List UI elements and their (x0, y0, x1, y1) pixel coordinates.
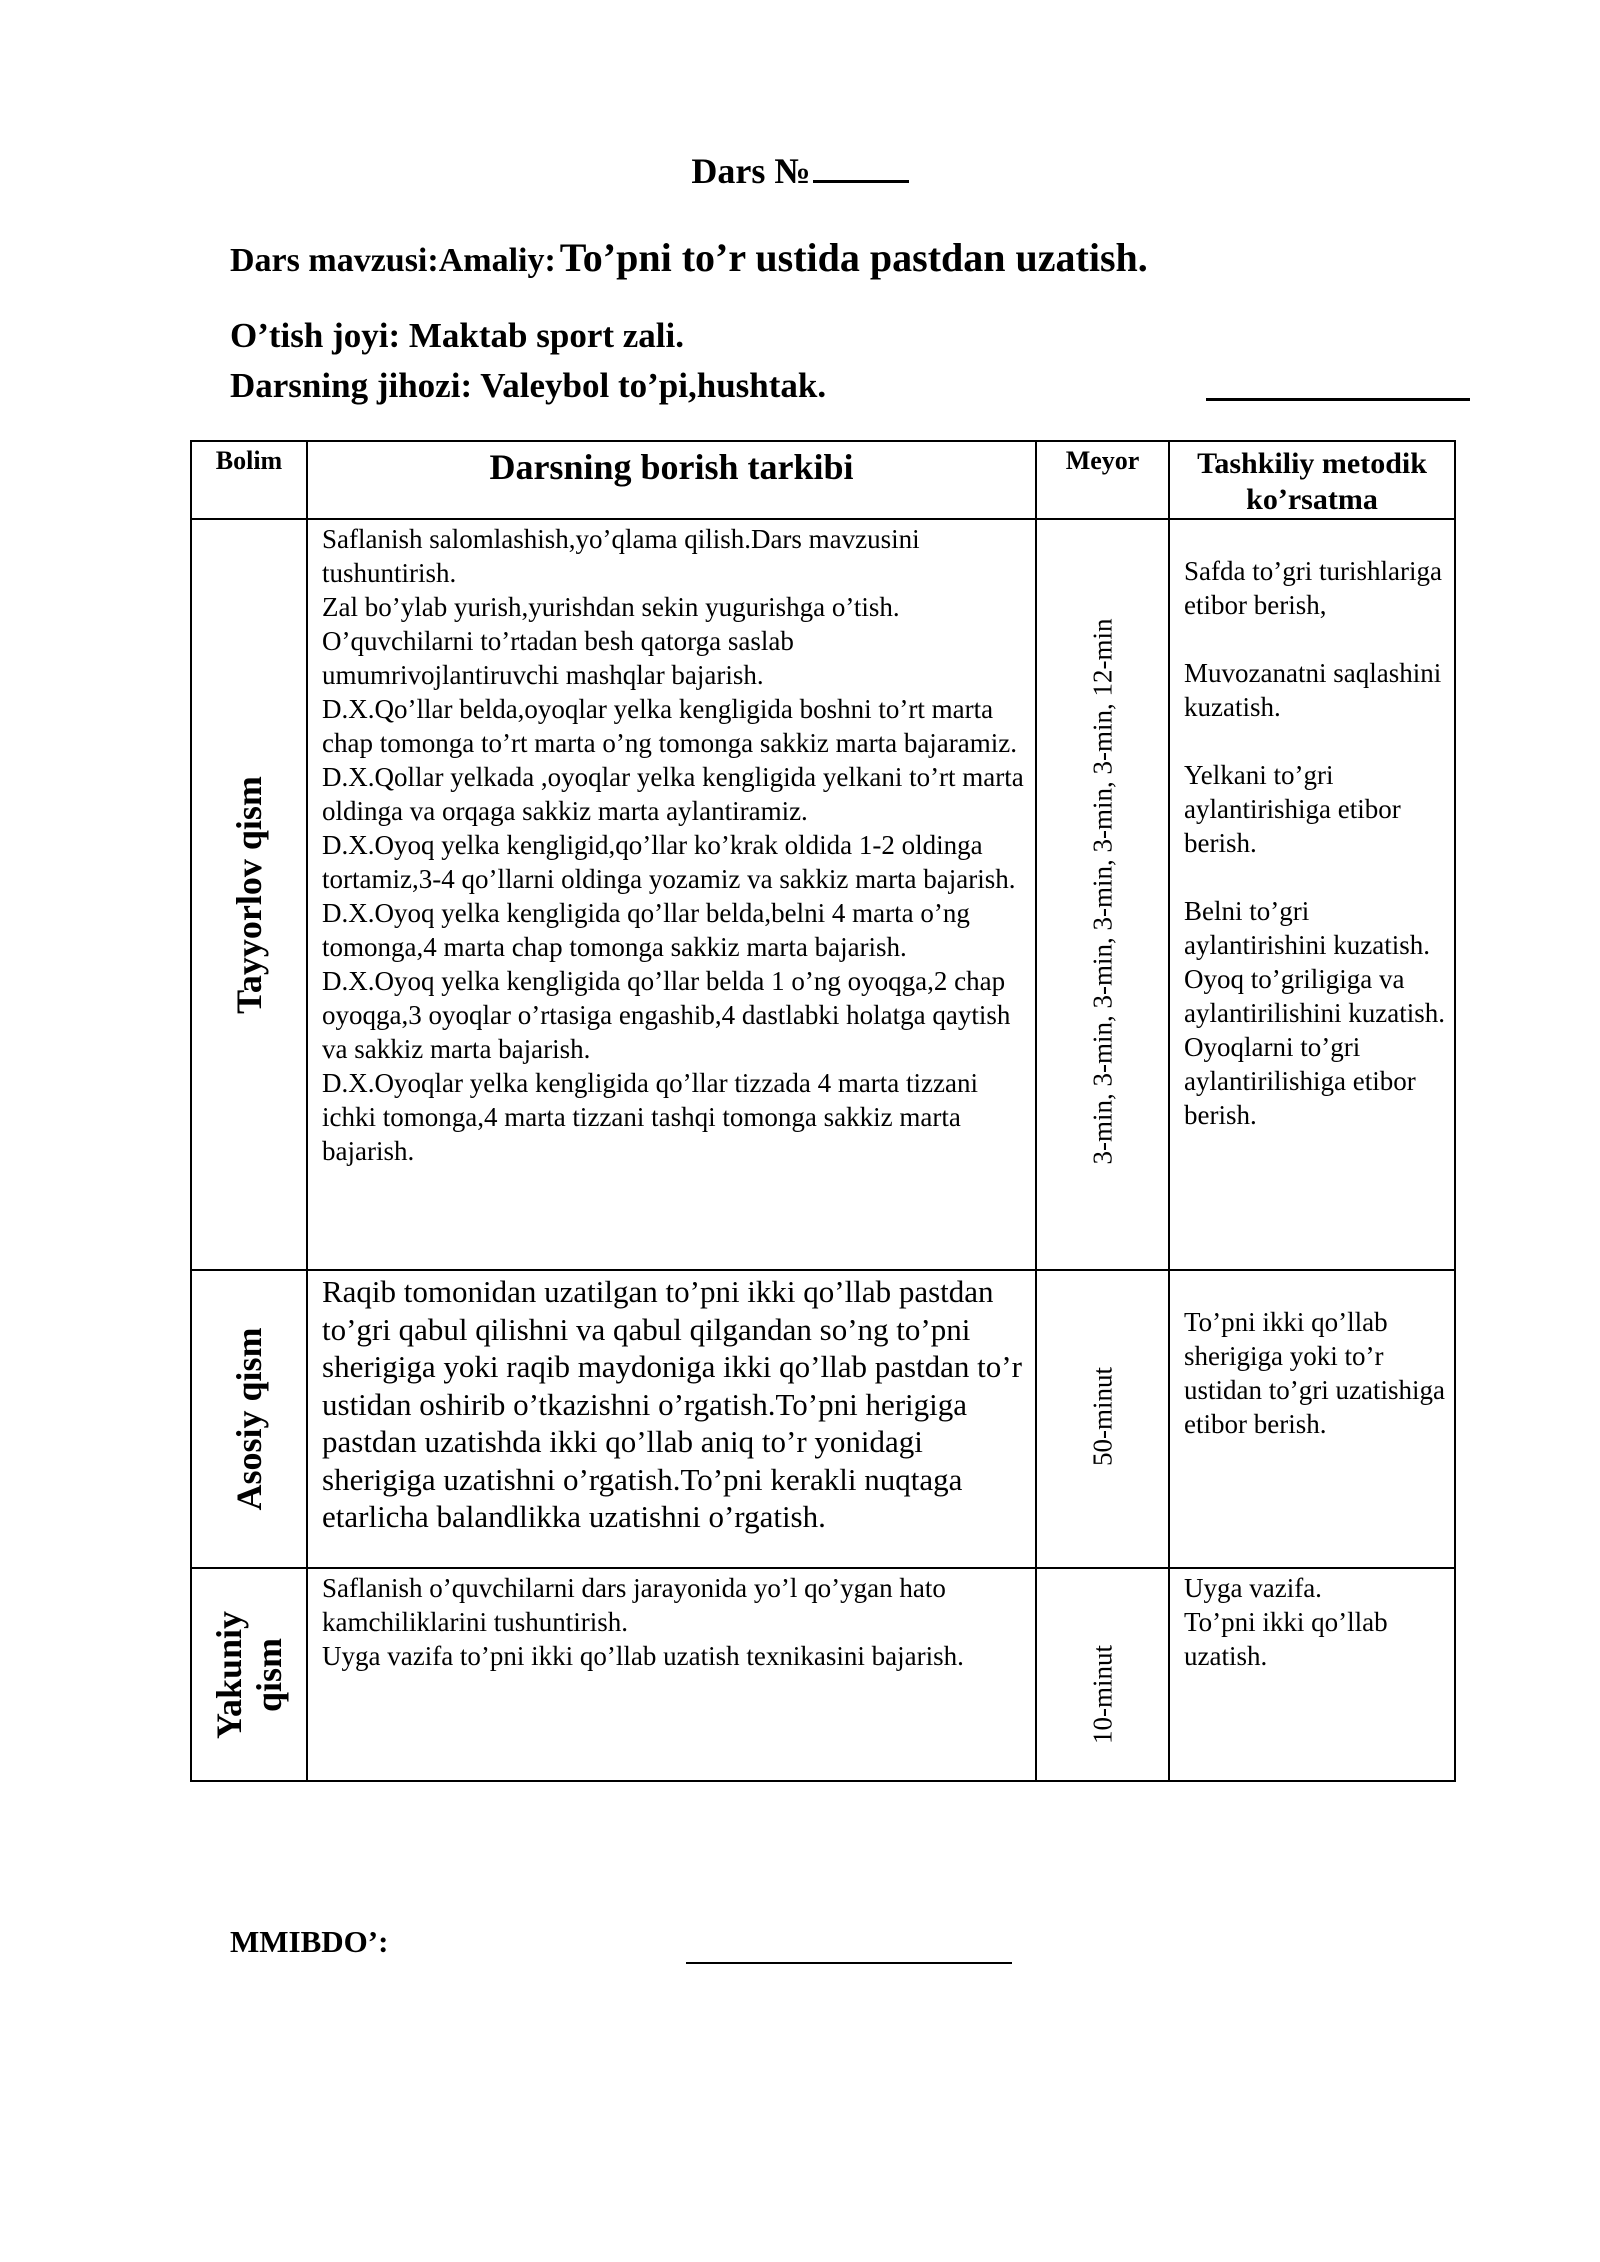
content-line: Uyga vazifa to’pni ikki qo’llab uzatish texnikasini bajarish. (322, 1641, 964, 1671)
topic-label: Dars mavzusi:Amaliy: (230, 242, 556, 279)
topic-value: To’pni to’r ustida pastdan uzatish. (559, 235, 1148, 280)
lesson-number-blank (813, 152, 909, 183)
table-header-row (191, 441, 1455, 519)
note-line: Oyoqlarni to’gri aylantirilishiga etibor berish. (1184, 1032, 1416, 1130)
content-cell (307, 1568, 1036, 1781)
content-line: D.X.Qo’llar belda,oyoqlar yelka kengligida boshni to’rt marta chap tomonga to’rt marta o’ng tomonga sakkiz marta bajaramiz. (322, 694, 1017, 758)
note-line: Uyga vazifa. (1184, 1573, 1322, 1603)
content-cell (307, 1270, 1036, 1568)
section-label (209, 1610, 289, 1738)
note-line: To’pni ikki qo’llab uzatish. (1184, 1607, 1388, 1671)
note-gap (1184, 724, 1446, 758)
notes-cell (1169, 1568, 1455, 1781)
note-line: Yelkani to’gri aylantirishiga etibor berish. (1184, 760, 1401, 858)
section-label-line: Yakuniy (209, 1610, 249, 1739)
header-notes: Tashkiliy metodik ko’rsatma (1169, 441, 1455, 519)
note-line: Oyoq to’griligiga va aylantirilishini kuzatish. (1184, 964, 1445, 1028)
content-line: Saflanish salomlashish,yo’qlama qilish.Dars mavzusini tushuntirish. (322, 524, 920, 588)
header-content: Darsning borish tarkibi (307, 441, 1036, 519)
norm-cell (1036, 519, 1169, 1270)
lesson-number-title (0, 150, 1600, 192)
lesson-equipment: Darsning jihozi: Valeybol to’pi,hushtak. (230, 366, 827, 405)
content-cell (307, 519, 1036, 1270)
header-section: Bolim (191, 441, 307, 519)
content-line: Raqib tomonidan uzatilgan to’pni ikki qo’llab pastdan to’gri qabul qilishni va qabul qilgandan so’ng to’pni sherigiga yoki raqib maydoniga ikki qo’llab pastdan to’r ustidan oshirib o’tkazishni o’rgatish.To’pni herigiga pastdan uzatishda ikki qo’llab aniq to’r yonidagi sherigiga uzatishni o’rgatish.To’pni kerakli nuqtaga etarlicha balandlikka uzatishni o’rgatish. (322, 1274, 1022, 1534)
norm-label: 3-min, 3-min, 3-min, 3-min, 3-min, 3-min, 12-min (1087, 618, 1117, 1165)
norm-cell (1036, 1270, 1169, 1568)
notes-cell (1169, 519, 1455, 1270)
note-line: Safda to’gri turishlariga etibor berish, (1184, 556, 1442, 620)
notes-cell (1169, 1270, 1455, 1568)
section-cell (191, 1568, 307, 1781)
section-label-line: qism (249, 1637, 289, 1712)
norm-cell (1036, 1568, 1169, 1781)
section-cell (191, 1270, 307, 1568)
note-line: To’pni ikki qo’llab sherigiga yoki to’r ustidan to’gri uzatishiga etibor berish. (1184, 1307, 1445, 1439)
content-line: D.X.Oyoq yelka kengligida qo’llar belda 1 o’ng oyoqga,2 chap oyoqga,3 oyoqlar o’rtasiga engashib,4 dastlabki holatga qaytish va sakkiz marta bajarish. (322, 966, 1011, 1064)
lesson-plan-table (190, 440, 1456, 1782)
lesson-topic (230, 234, 1148, 281)
header-norm: Meyor (1036, 441, 1169, 519)
signature-label: MMIBDO’: (230, 1924, 389, 1959)
section-label: Tayyorlov qism (229, 775, 269, 1014)
table-row (191, 1568, 1455, 1781)
norm-label: 50-minut (1087, 1367, 1117, 1466)
content-line: D.X.Oyoqlar yelka kengligida qo’llar tizzada 4 marta tizzani ichki tomonga,4 marta tizzani tashqi tomonga sakkiz marta bajarish. (322, 1068, 978, 1166)
content-line: Zal bo’ylab yurish,yurishdan sekin yugurishga o’tish. (322, 592, 900, 622)
content-line: D.X.Oyoq yelka kengligid,qo’llar ko’krak oldida 1-2 oldinga tortamiz,3-4 qo’llarni oldinga yozamiz va sakkiz marta bajarish. (322, 830, 1016, 894)
note-gap (1184, 860, 1446, 894)
table-row (191, 519, 1455, 1270)
equipment-blank-line (1206, 398, 1470, 401)
section-label: Asosiy qism (229, 1327, 269, 1511)
title-text: Dars № (691, 151, 811, 191)
norm-label: 10-minut (1087, 1645, 1117, 1744)
note-line: Muvozanatni saqlashini kuzatish. (1184, 658, 1442, 722)
lesson-place: O’tish joyi: Maktab sport zali. (230, 316, 685, 355)
table-row (191, 1270, 1455, 1568)
content-line: D.X.Qollar yelkada ,oyoqlar yelka kengligida yelkani to’rt marta oldinga va orqaga sakkiz marta aylantiramiz. (322, 762, 1024, 826)
signature-line (686, 1962, 1012, 1964)
content-line: O’quvchilarni to’rtadan besh qatorga saslab umumrivojlantiruvchi mashqlar bajarish. (322, 626, 794, 690)
note-line: Belni to’gri aylantirishini kuzatish. (1184, 896, 1430, 960)
section-cell (191, 519, 307, 1270)
note-gap (1184, 622, 1446, 656)
content-line: D.X.Oyoq yelka kengligida qo’llar belda,belni 4 marta o’ng tomonga,4 marta chap tomonga sakkiz marta bajarish. (322, 898, 970, 962)
content-line: Saflanish o’quvchilarni dars jarayonida yo’l qo’ygan hato kamchiliklarini tushuntirish. (322, 1573, 946, 1637)
